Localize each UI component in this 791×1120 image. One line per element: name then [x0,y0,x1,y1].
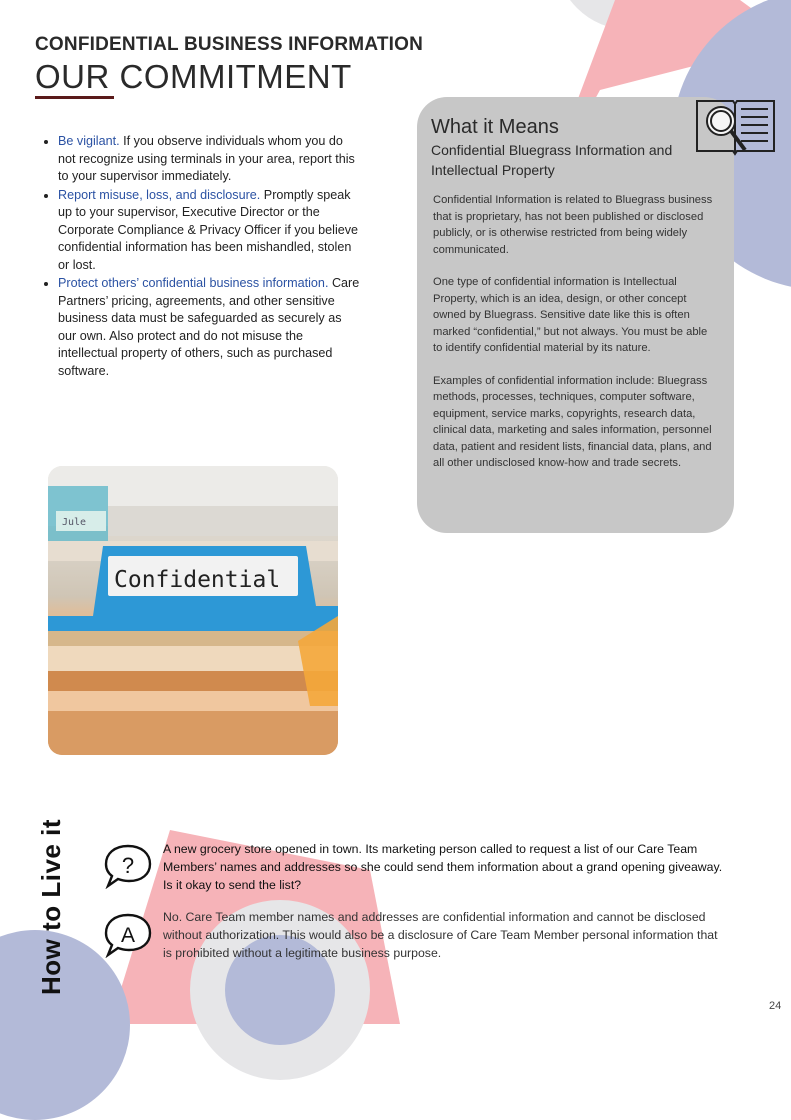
list-item [58,187,363,275]
bullet-highlight: Report misuse, loss, and disclosure. [58,187,261,202]
answer-bubble-icon [103,912,153,958]
title-underline [35,96,114,99]
section-subtitle: CONFIDENTIAL BUSINESS INFORMATION [35,34,424,55]
question-symbol: ? [121,853,135,878]
answer-symbol: A [120,924,136,947]
folder-label: Confidential [114,567,281,593]
list-item [58,275,363,380]
how-to-live-it-heading: How to Live it [36,819,66,995]
tab-label: Jule [62,517,87,528]
panel-paragraph: Examples of confidential information include: Bluegrass methods, processes, techniques, computer software, equipment, service marks, copyrights, research data, clinical data, marketing and sales information, personnel data, patient and resident lists, financial data, plans, and all other undisclosed know-how and trade secrets. [433,374,712,469]
bullet-text: Promptly speak up to your supervisor, Executive Director or the Corporate Compliance & Privacy Officer if you believe confidential information has been mishandled, stolen or lost. [58,187,359,272]
panel-paragraph: One type of confidential information is Intellectual Property, which is an idea, design, or other concept owned by Bluegrass. Sensitive date like this is often marked “confidential,” but not always. You must be able to identify confidential material by its nature. [433,276,708,354]
panel-subtitle: Confidential Bluegrass Information and Intellectual Property [431,142,673,178]
scenario-answer: No. Care Team member names and addresses are confidential information and cannot be disclosed without authorization. This would also be a disclosure of Care Team Member personal information that is prohibited without a legitimate business purpose. [163,910,718,960]
scenario-question: A new grocery store opened in town. Its marketing person called to request a list of our Care Team Members’ names and addresses so she could send them information about a grand opening giveaway. Is it okay to send the list? [163,842,723,892]
folder-illustration [48,466,338,755]
panel-title: What it Means [431,116,559,138]
list-item [58,133,363,186]
bullet-text: If you observe individuals whom you do not recognize using terminals in your area, report this to your supervisor immediately. [58,134,355,183]
panel-body [433,192,718,488]
commitment-list [38,133,363,381]
bullet-highlight: Protect others’ confidential business information. [58,276,329,290]
page-number: 24 [769,1000,782,1012]
bullet-highlight: Be vigilant. [58,134,120,148]
page-title: OUR COMMITMENT [35,58,352,95]
book-magnifier-icon [693,95,778,160]
bullet-text: Care Partners’ pricing, agreements, and other sensitive business data must be safeguarded as securely as our own. Also protect and do not misuse the intellectual property of others, such as purchased software. [58,276,360,378]
question-bubble-icon [103,843,153,889]
panel-paragraph: Confidential Information is related to Bluegrass business that is proprietary, has not been published or disclosed publicly, or is otherwise restricted from being widely communicated. [433,194,713,256]
confidential-folder-photo [48,466,338,755]
